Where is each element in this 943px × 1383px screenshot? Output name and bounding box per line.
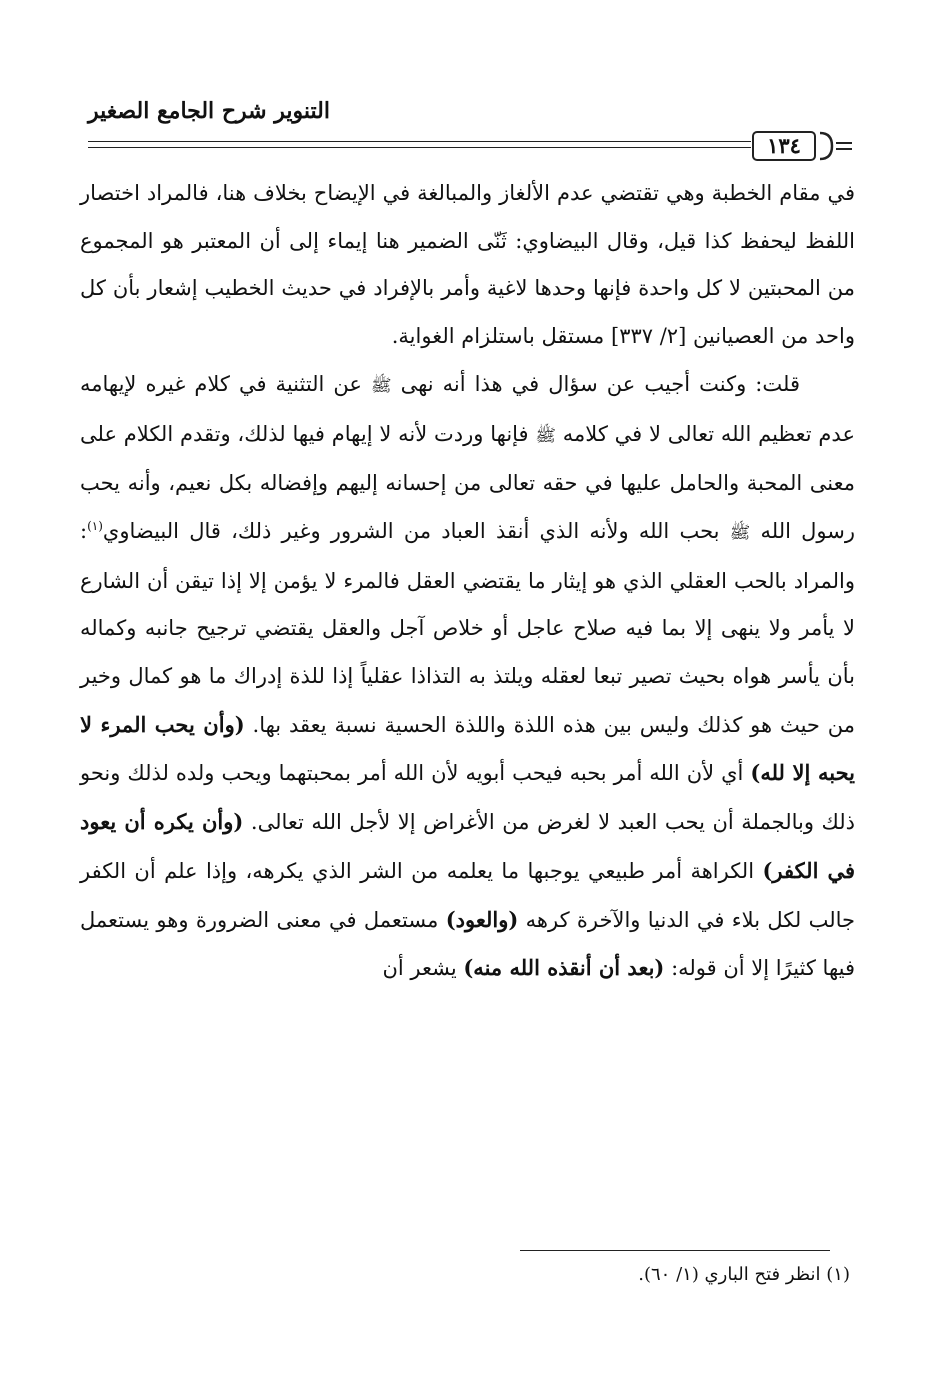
ornament-icon <box>818 129 858 163</box>
text-segment: مستعمل في معنى الضرورة وهو يستعمل فيها كثيرًا إلا أن قوله: <box>80 907 855 981</box>
footnote-divider <box>520 1250 830 1251</box>
header-rule-bottom <box>88 147 751 148</box>
hadith-quote: (بعد أن أنقذه الله منه) <box>463 955 665 981</box>
paragraph-2 <box>80 361 855 993</box>
text-segment: قلت: وكنت أجيب عن سؤال في هذا أنه نهى <box>400 371 800 396</box>
text-segment: الكراهة أمر طبيعي يوجبها ما يعلمه من الشر الذي يكرهه، وإذا علم أن الكفر جالب لكل بلاء في الدنيا والآخرة كرهه <box>80 858 856 932</box>
text-segment: بحب الله ولأنه الذي أنقذ العباد من الشرور وغير ذلك، قال البيضاوي <box>102 518 720 543</box>
footnote: (١) انظر فتح الباري (١/ ٦٠). <box>638 1264 850 1285</box>
footnote-reference[interactable]: (١) <box>87 518 103 533</box>
body-text <box>80 170 855 993</box>
salutation-glyph: ﷺ <box>371 375 392 396</box>
text-segment: عن التثنية في كلام غيره لإيهامه عدم تعظيم الله تعالى لا في كلامه <box>80 371 855 446</box>
text-segment: فإنها وردت لأنه لا إيهام فيها لذلك، وتقدم الكلام على معنى المحبة والحامل عليها في حقه تعالى من إحسانه إليهم وإفضاله بكل نعيم، وأنه يحب رسول الله <box>80 421 855 543</box>
hadith-quote: (والعود) <box>445 906 519 932</box>
page-number: ١٣٤ <box>752 131 816 161</box>
salutation-glyph: ﷺ <box>535 425 556 446</box>
text-segment: : والمراد بالحب العقلي الذي هو إيثار ما يقتضي العقل فالمرء لا يؤمن إلا إذا تيقن أن الشارع لا يأمر ولا ينهى إلا بما فيه صلاح عاجل أو خلاص آجل والعقل يقتضي ترجيح جانبه وكماله بأن يأسر هواه بحيث تصير تبعا لعقله ويلتذ به التذاذا عقلياً إذا للذة إدراك ما هو كمال وخير من حيث هو كذلك وليس بين هذه اللذة واللذة الحسية نسبة يعقد بها. <box>80 518 856 737</box>
running-title: التنوير شرح الجامع الصغير <box>88 98 330 124</box>
salutation-glyph: ﷺ <box>729 522 751 543</box>
header-rule-top <box>88 141 751 142</box>
text-segment: يشعر أن <box>382 956 457 981</box>
paragraph-1: في مقام الخطبة وهي تقتضي عدم الألغاز والمبالغة في الإيضاح بخلاف هنا، فالمراد اختصار اللفظ ليحفظ كذا قيل، وقال البيضاوي: ثَنّى الضمير هنا إيماء إلى أن المعتبر هو المجموع من المحبتين لا كل واحدة فإنها وحدها لاغية وأمر بالإفراد في حديث الخطيب إشعار بأن كل واحد من العصيانين [٢/ ٣٣٧] مستقل باستلزام الغواية. <box>80 181 855 349</box>
hadith-quote: (وأن يكره أن يعود في الكفر) <box>80 809 855 883</box>
text-segment: أي لأن الله أمر بحبه فيحب أبويه لأن الله أمر بمحبتهما ويحب ولده لذلك ونحو ذلك وبالجملة أن يحب العبد لا لغرض من الأغراض إلا لأجل الله تعالى. <box>80 761 855 835</box>
hadith-quote: (وأن يحب المرء لا يحبه إلا لله) <box>80 711 855 786</box>
